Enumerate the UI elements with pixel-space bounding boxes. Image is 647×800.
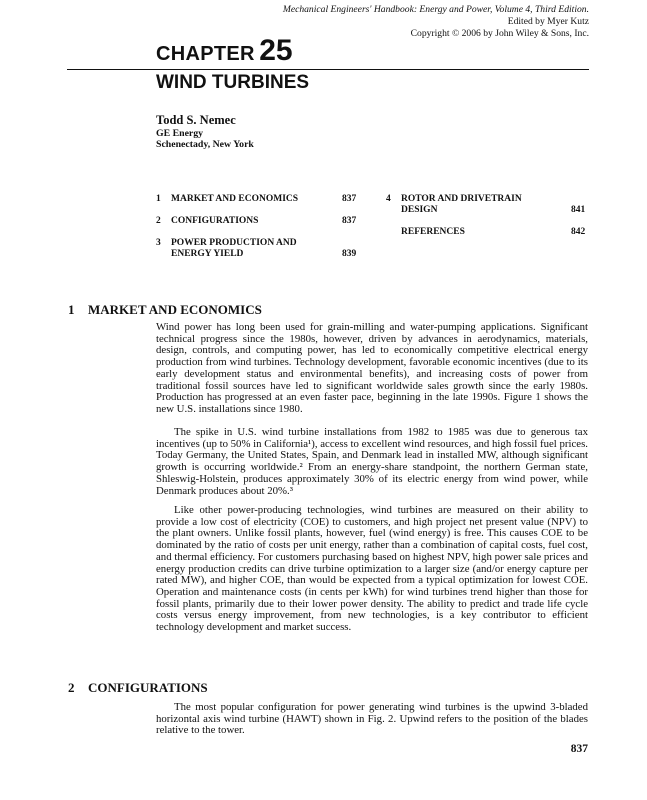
toc-entry-num: 4 [386, 194, 391, 204]
toc-entry-label: POWER PRODUCTION AND [171, 238, 297, 248]
paragraph: Wind power has long been used for grain-milling and water-pumping applications. Significant technical progress since the 1980s, however, driven by advances in aerodynamics, materials, design, controls, and computing power, has led to economically competitive electrical energy production from wind turbines. Technology development, favorable economic incentives (due to its early development status and environmental benefits), and increasing costs of power from traditional fossil sources have led to significant worldwide sales growth since the early 1980s. Production has progressed at an even faster pace, beginning in the late 1990s. Figure 1 shows the new U.S. installations since 1980. [156, 321, 588, 415]
chapter-word: CHAPTER [156, 43, 255, 65]
toc-entry-label: CONFIGURATIONS [171, 216, 259, 226]
editor-line: Edited by Myer Kutz [507, 16, 589, 27]
chapter-title: WIND TURBINES [156, 72, 310, 93]
toc-entry-page: 842 [571, 227, 586, 237]
author-affiliation [156, 128, 254, 150]
chapter-rule [67, 69, 589, 70]
toc-entry-label: ROTOR AND DRIVETRAIN [401, 194, 522, 204]
page-number: 837 [570, 743, 588, 755]
paragraph: The most popular configuration for power generating wind turbines is the upwind 3-bladed horizontal axis wind turbine (HAWT) shown in Fig. 2. Upwind refers to the position of the blades relative to the tower. [156, 701, 588, 737]
section-number: 1 [68, 302, 75, 317]
toc-entry-label: MARKET AND ECONOMICS [171, 194, 299, 204]
author-name: Todd S. Nemec [156, 113, 236, 127]
section-title: CONFIGURATIONS [88, 680, 208, 695]
toc-entry-num: 1 [156, 194, 161, 204]
book-title: Mechanical Engineers' Handbook: Energy and Power, Volume 4, Third Edition. [282, 4, 589, 15]
author-org: GE Energy [156, 128, 204, 139]
toc-entry-label: REFERENCES [401, 227, 465, 237]
toc-entry-page: 837 [342, 216, 357, 226]
chapter-number: 25 [259, 34, 293, 67]
toc-entry-num: 3 [156, 238, 161, 248]
toc-entry-page: 837 [342, 194, 357, 204]
section-title: MARKET AND ECONOMICS [88, 302, 262, 317]
chapter-heading [156, 34, 293, 68]
toc-entry-page: 841 [571, 205, 586, 215]
section-number: 2 [68, 680, 75, 695]
copyright-line: Copyright © 2006 by John Wiley & Sons, Inc. [410, 28, 589, 39]
paragraph: Like other power-producing technologies, wind turbines are measured on their ability to provide a low cost of electricity (COE) to customers, and high project net present value (NPV) to the plant owners. Unlike fossil plants, however, fuel (wind energy) is free. This causes COE to be dominated by the ratio of costs per unit energy, rather than a combination of capital costs, fuel cost, and thermal efficiency. For customers purchasing based on highest NPV, high power sale prices and energy production credits can drive turbine optimization to a larger size (and/or energy capture per rated MW), and higher COE, than would be expected from a typical optimization for lowest COE. Operation and maintenance costs (in cents per kWh) for wind turbines trend higher than those for fossil plants, primarily due to their lower power density. The ability to predict and trade life cycle costs versus energy improvement, from new technologies, is a key contributor to efficient technology development and market success. [156, 504, 588, 634]
toc-entry-label-cont: ENERGY YIELD [171, 249, 244, 259]
paragraph: The spike in U.S. wind turbine installations from 1982 to 1985 was due to generous tax incentives (up to 50% in California¹), access to excellent wind resources, and high fossil fuel prices. Today Germany, the United States, Spain, and Denmark lead in installed MW, although significant growth is occurring worldwide.² From an energy-share standpoint, the northern German state, Shleswig-Holstein, produces approximately 30% of its electric energy from wind power, while Denmark produces about 20%.³ [156, 426, 588, 497]
toc-entry-label-cont: DESIGN [401, 205, 438, 215]
toc-entry-page: 839 [342, 249, 357, 259]
toc-entry-num: 2 [156, 216, 161, 226]
running-header [283, 4, 589, 40]
author-location: Schenectady, New York [156, 139, 254, 150]
